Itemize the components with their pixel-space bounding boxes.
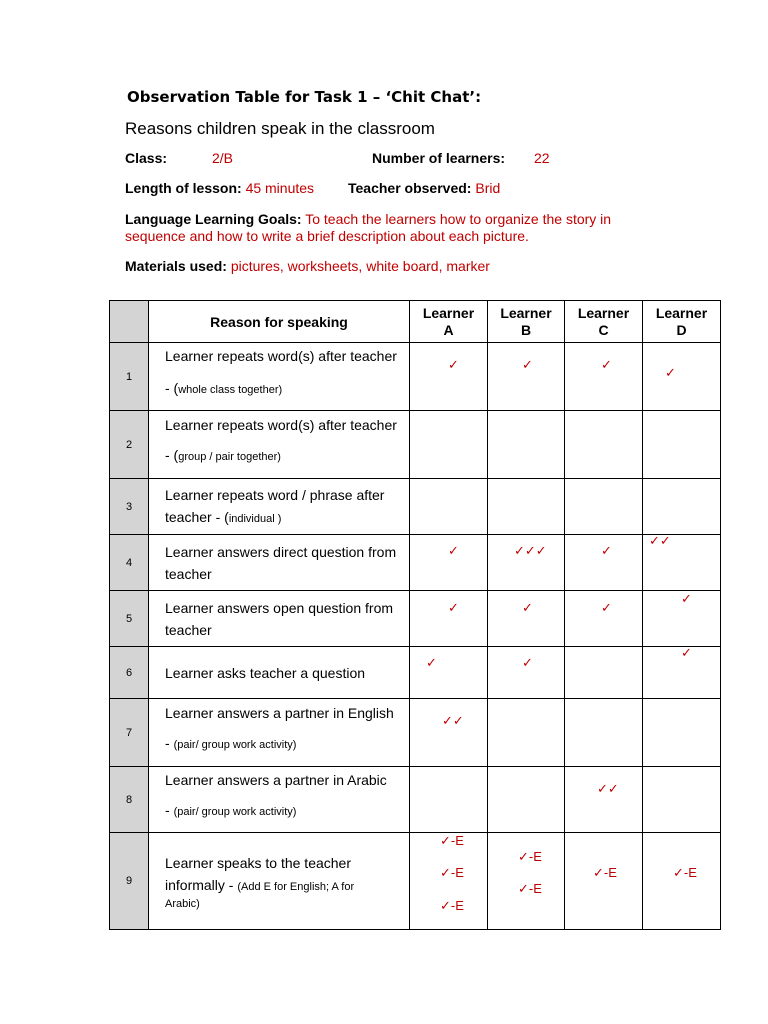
- row-number: 1: [110, 343, 149, 411]
- reason-cell: Learner repeats word / phrase after teacher - (individual ): [149, 479, 410, 535]
- mark-cell: [565, 411, 643, 479]
- mark-cell: [643, 479, 721, 535]
- mark-cell: [410, 411, 488, 479]
- header-learner-d: Learner D: [643, 301, 721, 343]
- mark-cell: ✓✓: [643, 535, 721, 591]
- mark-cell: [565, 699, 643, 767]
- reason-cell: Learner repeats word(s) after teacher - (group / pair together): [149, 411, 410, 479]
- mark-cell: [488, 411, 565, 479]
- table-row: [110, 591, 721, 647]
- mark-cell: ✓: [488, 343, 565, 411]
- mark-cell: ✓: [410, 647, 488, 699]
- reason-cell: Learner answers a partner in English - (pair/ group work activity): [149, 699, 410, 767]
- mark-cell: ✓: [410, 535, 488, 591]
- mark-cell: [643, 699, 721, 767]
- mark-cell: ✓: [488, 647, 565, 699]
- table-header-row: [110, 301, 721, 343]
- reason-cell: Learner repeats word(s) after teacher - (whole class together): [149, 343, 410, 411]
- goals-label: Language Learning Goals:: [125, 211, 302, 227]
- length-label: Length of lesson:: [125, 180, 242, 196]
- mark-cell: ✓-E ✓-E ✓-E: [410, 833, 488, 930]
- row-number: 9: [110, 833, 149, 930]
- mark-cell: ✓-E: [643, 833, 721, 930]
- mark-cell: [565, 647, 643, 699]
- row-number: 7: [110, 699, 149, 767]
- mark-cell: ✓-E ✓-E: [488, 833, 565, 930]
- learners-value: 22: [534, 150, 550, 166]
- table-row: [110, 343, 721, 411]
- table-row: [110, 833, 721, 930]
- mark-cell: ✓: [488, 591, 565, 647]
- teacher-value: Brid: [475, 180, 501, 196]
- reason-cell: Learner asks teacher a question: [149, 647, 410, 699]
- mark-cell: ✓: [643, 591, 721, 647]
- mark-cell: [488, 479, 565, 535]
- materials-label: Materials used:: [125, 258, 227, 274]
- mark-cell: ✓: [565, 343, 643, 411]
- header-learner-c: Learner C: [565, 301, 643, 343]
- mark-cell: ✓: [565, 591, 643, 647]
- mark-cell: ✓: [565, 535, 643, 591]
- mark-cell: [488, 767, 565, 833]
- mark-cell: [488, 699, 565, 767]
- reason-cell: Learner answers a partner in Arabic - (pair/ group work activity): [149, 767, 410, 833]
- materials-value: pictures, worksheets, white board, marker: [230, 258, 490, 274]
- table-row: [110, 699, 721, 767]
- mark-cell: ✓: [410, 343, 488, 411]
- teacher-label: Teacher observed:: [348, 180, 472, 196]
- learners-label: Number of learners:: [372, 150, 506, 166]
- mark-cell: ✓: [643, 343, 721, 411]
- table-row: [110, 535, 721, 591]
- length-field: [125, 180, 314, 196]
- mark-cell: [643, 767, 721, 833]
- row-number: 8: [110, 767, 149, 833]
- mark-cell: [565, 479, 643, 535]
- row-number: 3: [110, 479, 149, 535]
- row-number: 2: [110, 411, 149, 479]
- row-number: 6: [110, 647, 149, 699]
- language-goals: [125, 211, 645, 245]
- header-num-cell: [110, 301, 149, 343]
- length-value: 45 minutes: [245, 180, 315, 196]
- row-number: 5: [110, 591, 149, 647]
- mark-cell: ✓: [643, 647, 721, 699]
- mark-cell: ✓✓: [410, 699, 488, 767]
- mark-cell: [643, 411, 721, 479]
- goals-value: To teach the learners how to organize the story in sequence and how to write a brief description about each picture.: [125, 211, 612, 244]
- table-row: [110, 647, 721, 699]
- mark-cell: [410, 767, 488, 833]
- page-title: Observation Table for Task 1 – ‘Chit Chat’:: [127, 88, 482, 106]
- mark-cell: [410, 479, 488, 535]
- table-row: [110, 411, 721, 479]
- mark-cell: ✓: [410, 591, 488, 647]
- table-row: [110, 479, 721, 535]
- reason-cell: Learner answers open question from teacher: [149, 591, 410, 647]
- header-reason: Reason for speaking: [149, 301, 410, 343]
- teacher-field: [348, 180, 500, 196]
- materials-field: [125, 258, 490, 274]
- mark-cell: ✓-E: [565, 833, 643, 930]
- reason-cell: Learner speaks to the teacher informally - (Add E for English; A for Arabic): [149, 833, 410, 930]
- mark-cell: ✓✓✓: [488, 535, 565, 591]
- table-row: [110, 767, 721, 833]
- class-value: 2/B: [212, 150, 234, 166]
- observation-table: [109, 300, 721, 930]
- class-label: Class:: [125, 150, 168, 166]
- header-learner-a: Learner A: [410, 301, 488, 343]
- reason-cell: Learner answers direct question from teacher: [149, 535, 410, 591]
- row-number: 4: [110, 535, 149, 591]
- header-learner-b: Learner B: [488, 301, 565, 343]
- page-subtitle: Reasons children speak in the classroom: [125, 119, 435, 138]
- mark-cell: ✓✓: [565, 767, 643, 833]
